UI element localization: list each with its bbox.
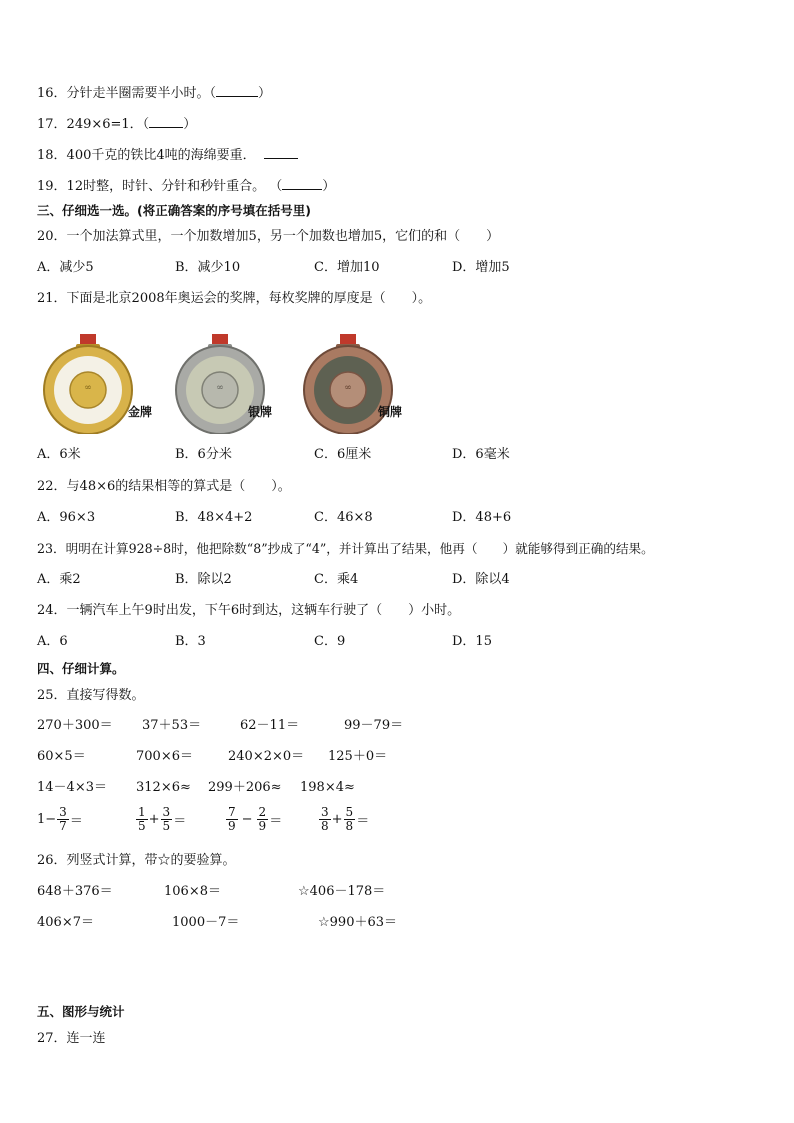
- calc-item: 198×4≈: [300, 780, 355, 795]
- q22-option-c[interactable]: C．46×8: [314, 510, 373, 525]
- q23-option-a[interactable]: A．乘2: [37, 572, 81, 587]
- fraction: $\frac{3}{5}$: [162, 805, 171, 833]
- answer-blank[interactable]: [282, 177, 322, 190]
- q24-option-b[interactable]: B．3: [175, 634, 206, 649]
- question-26-stem: 26．列竖式计算，带☆的要验算。: [37, 853, 236, 868]
- svg-text:∞: ∞: [344, 383, 352, 393]
- fraction: $\frac{2}{9}$: [258, 805, 267, 833]
- fraction-expr-3: $\frac{7}{9}$ − $\frac{2}{9}$ ＝: [228, 805, 283, 833]
- question-22-stem: 22．与48×6的结果相等的算式是（ ）。: [37, 479, 291, 494]
- q21-option-b[interactable]: B．6分米: [175, 447, 232, 462]
- question-24-stem: 24．一辆汽车上午9时出发，下午6时到达，这辆车行驶了（ ）小时。: [37, 603, 461, 618]
- vertical-calc-item: ☆406－178＝: [298, 884, 386, 899]
- vertical-calc-item: ☆990＋63＝: [318, 915, 398, 930]
- q21-option-a[interactable]: A．6米: [37, 447, 81, 462]
- calc-item: 62－11＝: [240, 718, 300, 733]
- q22-option-d[interactable]: D．48+6: [452, 510, 512, 525]
- q22-option-b[interactable]: B．48×4+2: [175, 510, 253, 525]
- q20-option-d[interactable]: D．增加5: [452, 260, 510, 275]
- silver-medal-label: 银牌: [248, 405, 273, 419]
- q22-option-a[interactable]: A．96×3: [37, 510, 96, 525]
- gold-medal-label: 金牌: [128, 405, 153, 419]
- calc-item: 240×2×0＝: [228, 749, 305, 764]
- answer-blank[interactable]: [264, 146, 298, 159]
- section-4-heading: 四、仔细计算。: [37, 661, 125, 676]
- question-27-stem: 27．连一连: [37, 1031, 106, 1046]
- q20-option-c[interactable]: C．增加10: [314, 260, 380, 275]
- q23-option-b[interactable]: B．除以2: [175, 572, 232, 587]
- question-23-stem: 23．明明在计算928÷8时，他把除数“8”抄成了“4”，并计算出了结果，他再（ ）就能够得到正确的结果。: [37, 541, 654, 556]
- q21-option-c[interactable]: C．6厘米: [314, 447, 372, 462]
- q21-option-d[interactable]: D．6毫米: [452, 447, 510, 462]
- question-18: 18．400千克的铁比4吨的海绵要重．: [37, 146, 298, 164]
- q24-option-a[interactable]: A．6: [37, 634, 68, 649]
- fraction: $\frac{5}{8}$: [345, 805, 354, 833]
- fraction: $\frac{7}{9}$: [228, 805, 236, 833]
- vertical-calc-item: 1000－7＝: [172, 915, 240, 930]
- q24-option-c[interactable]: C．9: [314, 634, 346, 649]
- fraction-expr-1: 1− $\frac{3}{7}$ ＝: [37, 805, 83, 833]
- calc-item: 299＋206≈: [208, 780, 282, 795]
- calc-item: 312×6≈: [136, 780, 191, 795]
- question-21-stem: 21．下面是北京2008年奥运会的奖牌，每枚奖牌的厚度是（ ）。: [37, 291, 432, 306]
- section-3-heading: 三、仔细选一选。(将正确答案的序号填在括号里): [37, 203, 311, 218]
- fraction: $\frac{3}{7}$: [59, 805, 67, 833]
- fraction-expr-4: $\frac{3}{8}$ + $\frac{5}{8}$ ＝: [321, 805, 370, 833]
- calc-item: 60×5＝: [37, 749, 86, 764]
- question-19: 19．12时整，时针、分针和秒针重合。 （ ）: [37, 179, 336, 194]
- svg-text:∞: ∞: [84, 383, 92, 393]
- question-25-stem: 25．直接写得数。: [37, 688, 145, 703]
- bronze-medal-label: 铜牌: [378, 405, 403, 419]
- q20-option-a[interactable]: A．减少5: [37, 260, 94, 275]
- answer-blank[interactable]: [149, 115, 183, 128]
- vertical-calc-item: 106×8＝: [164, 884, 221, 899]
- fraction: $\frac{1}{5}$: [138, 805, 146, 833]
- answer-blank[interactable]: [216, 84, 258, 97]
- section-5-heading: 五、图形与统计: [37, 1004, 125, 1019]
- calc-item: 14－4×3＝: [37, 780, 107, 795]
- calc-item: 99－79＝: [344, 718, 404, 733]
- fraction: $\frac{3}{8}$: [321, 805, 329, 833]
- svg-text:∞: ∞: [216, 383, 224, 393]
- calc-item: 700×6＝: [136, 749, 193, 764]
- calc-item: 125＋0＝: [328, 749, 388, 764]
- question-17: 17．249×6=1．（ ）: [37, 117, 197, 132]
- q23-option-c[interactable]: C．乘4: [314, 572, 359, 587]
- calc-item: 270＋300＝: [37, 718, 113, 733]
- fraction-expr-2: $\frac{1}{5}$ + $\frac{3}{5}$ ＝: [138, 805, 187, 833]
- vertical-calc-item: 406×7＝: [37, 915, 94, 930]
- q23-option-d[interactable]: D．除以4: [452, 572, 510, 587]
- gold-medal-image: [38, 334, 138, 434]
- q24-option-d[interactable]: D．15: [452, 634, 492, 649]
- q20-option-b[interactable]: B．减少10: [175, 260, 241, 275]
- question-20-stem: 20．一个加法算式里，一个加数增加5，另一个加数也增加5，它们的和（ ）: [37, 229, 500, 244]
- calc-item: 37＋53＝: [142, 718, 202, 733]
- vertical-calc-item: 648＋376＝: [37, 884, 113, 899]
- question-16: 16．分针走半圈需要半小时。（ ）: [37, 86, 272, 101]
